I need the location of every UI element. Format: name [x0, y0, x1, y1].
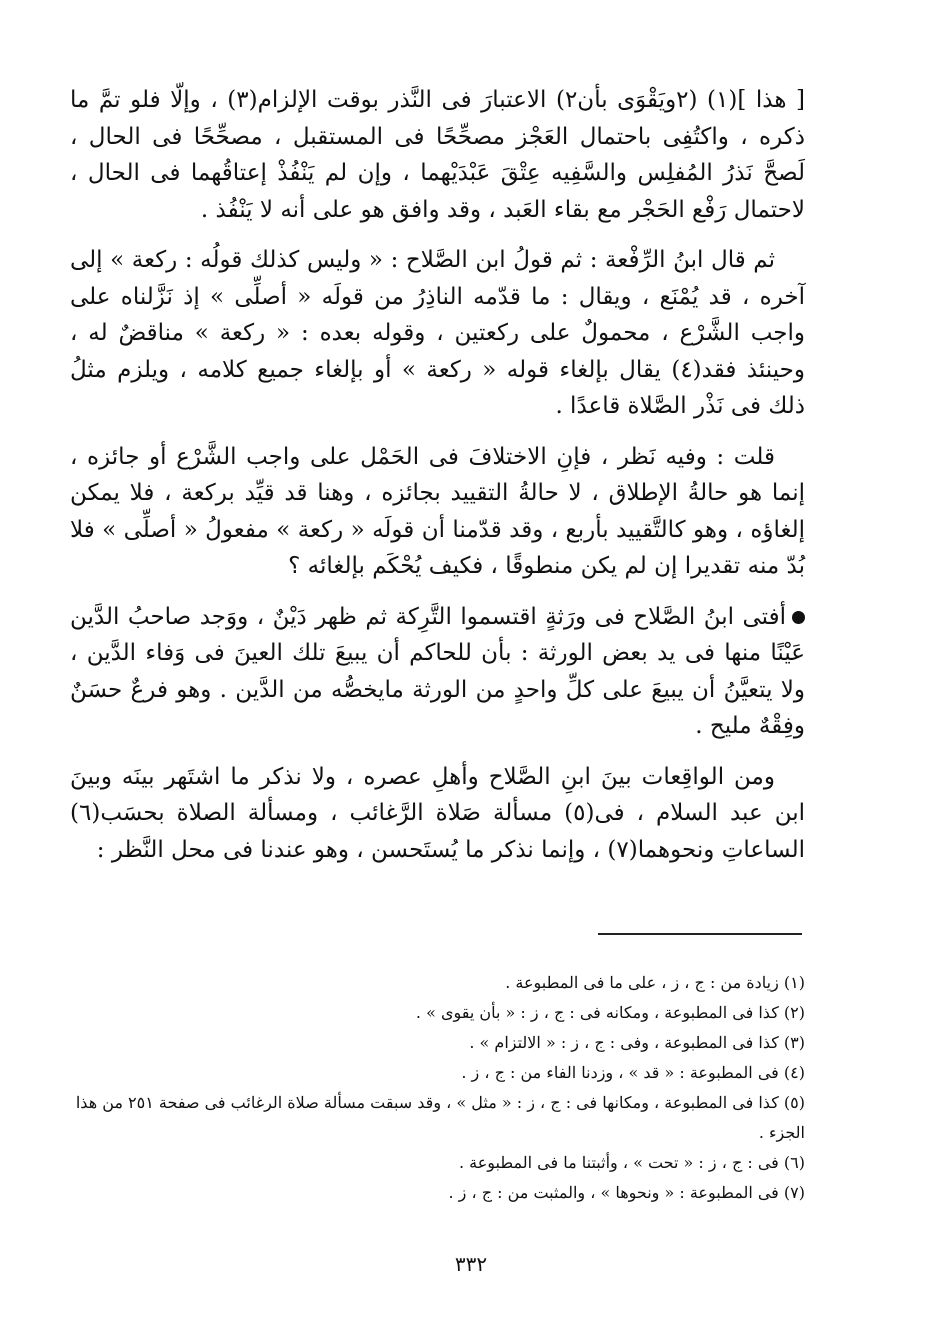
bullet-icon [792, 611, 805, 624]
paragraph-4 [70, 599, 805, 745]
footnote-7: (٧) فى المطبوعة : « ونحوها » ، والمثبت من : ج ، ز . [448, 1183, 805, 1202]
paragraph-2: ثم قال ابنُ الرِّفْعة : ثم قولُ ابن الصَّلاح : « وليس كذلك قولُه : ركعة » إلى آخره ، قد يُمْنَع ، ويقال : ما قدّمه الناذِرُ من قولَه « أصلِّى » إذ نَزَّلناه على واجب الشَّرْع ، محمولٌ على ركعتين ، وقوله بعده : « ركعة » مناقضٌ له ، وحينئذ فقد(٤) يقال بإلغاء قوله « ركعة » أو بإلغاء جميع كلامه ، ويلزم مثلُ ذلك فى نَذْر الصَّلاة قاعدًا . [70, 247, 805, 419]
paragraph-3: قلت : وفيه نَظر ، فإنِ الاختلافَ فى الحَمْل على واجب الشَّرْع أو جائزه ، إنما هو حالةُ الإطلاق ، لا حالةُ التقييد بجائزه ، وهنا قد قيِّد بركعة ، فلا يمكن إلغاؤه ، وهو كالتَّقييد بأربع ، وقد قدّمنا أن قولَه « ركعة » مفعولُ « أصلِّى » فلا بُدّ منه تقديرا إن لم يكن منطوقًا ، فكيف يُحْكَم بإلغائه ؟ [70, 443, 805, 579]
paragraph-1: [ هذا ](١) (٢ويَقْوَى بأن٢) الاعتبارَ فى النَّذر بوقت الإلزام(٣) ، وإلّا فلو تمَّ ما ذكره ، واكتُفِى باحتمال العَجْز مصحِّحًا فى المستقبل ، مصحِّحًا فى الحال ، لَصحَّ نَذرُ المُفلِس والسَّفِيه عِتْقَ عَبْدَيْهما ، وإن لم يَنْفُذْ إعتاقُهما فى الحال ، لاحتمال رَفْع الحَجْر مع بقاء العَبد ، وقد وافق هو على أنه لا يَنْفُذ . [70, 87, 805, 223]
page-number: ٣٣٢ [454, 1252, 488, 1276]
footnote-3: (٣) كذا فى المطبوعة ، وفى : ج ، ز : « الالتزام » . [469, 1033, 805, 1052]
footnote-4: (٤) فى المطبوعة : « قد » ، وزدنا الفاء من : ج ، ز . [461, 1063, 805, 1082]
paragraph-5: ومن الواقِعات بينَ ابنِ الصَّلاح وأهلِ عصره ، ولا نذكر ما اشتَهر بينَه وبينَ ابن عبد السلام ، فى(٥) مسألة صَلاة الرَّغائب ، ومسألة الصلاة بحسَب(٦) الساعاتِ ونحوهما(٧) ، وإنما نذكر ما يُستَحسن ، وهو عندنا فى محل النَّظر : [70, 763, 805, 863]
footnote-6: (٦) فى : ج ، ز : « تحت » ، وأثبتنا ما فى المطبوعة . [458, 1153, 805, 1172]
footnote-divider [598, 933, 802, 935]
footnote-2: (٢) كذا فى المطبوعة ، ومكانه فى : ج ، ز : « بأن يقوى » . [415, 1003, 805, 1022]
footnotes [75, 968, 805, 1208]
paragraph-4-text: أفتى ابنُ الصَّلاح فى ورَثةٍ اقتسموا التَّرِكة ثم ظهر دَيْنٌ ، ووَجد صاحبُ الدَّين عَيْنًا منها فى يد بعض الورثة : بأن للحاكم أن يبيعَ تلك العينَ فى وَفاء الدَّين ، ولا يتعيَّنُ أن يبيعَ على كلِّ واحدٍ من الورثة مايخصُّه من الدَّين . وهو فرعٌ حسَنٌ وفِقْهٌ مليح . [70, 603, 805, 739]
footnote-1: (١) زيادة من : ج ، ز ، على ما فى المطبوعة . [505, 973, 805, 992]
footnote-5: (٥) كذا فى المطبوعة ، ومكانها فى : ج ، ز : « مثل » ، وقد سبقت مسألة صلاة الرغائب فى صفحة ٢٥١ من هذا الجزء . [75, 1093, 805, 1142]
main-text [70, 82, 805, 882]
